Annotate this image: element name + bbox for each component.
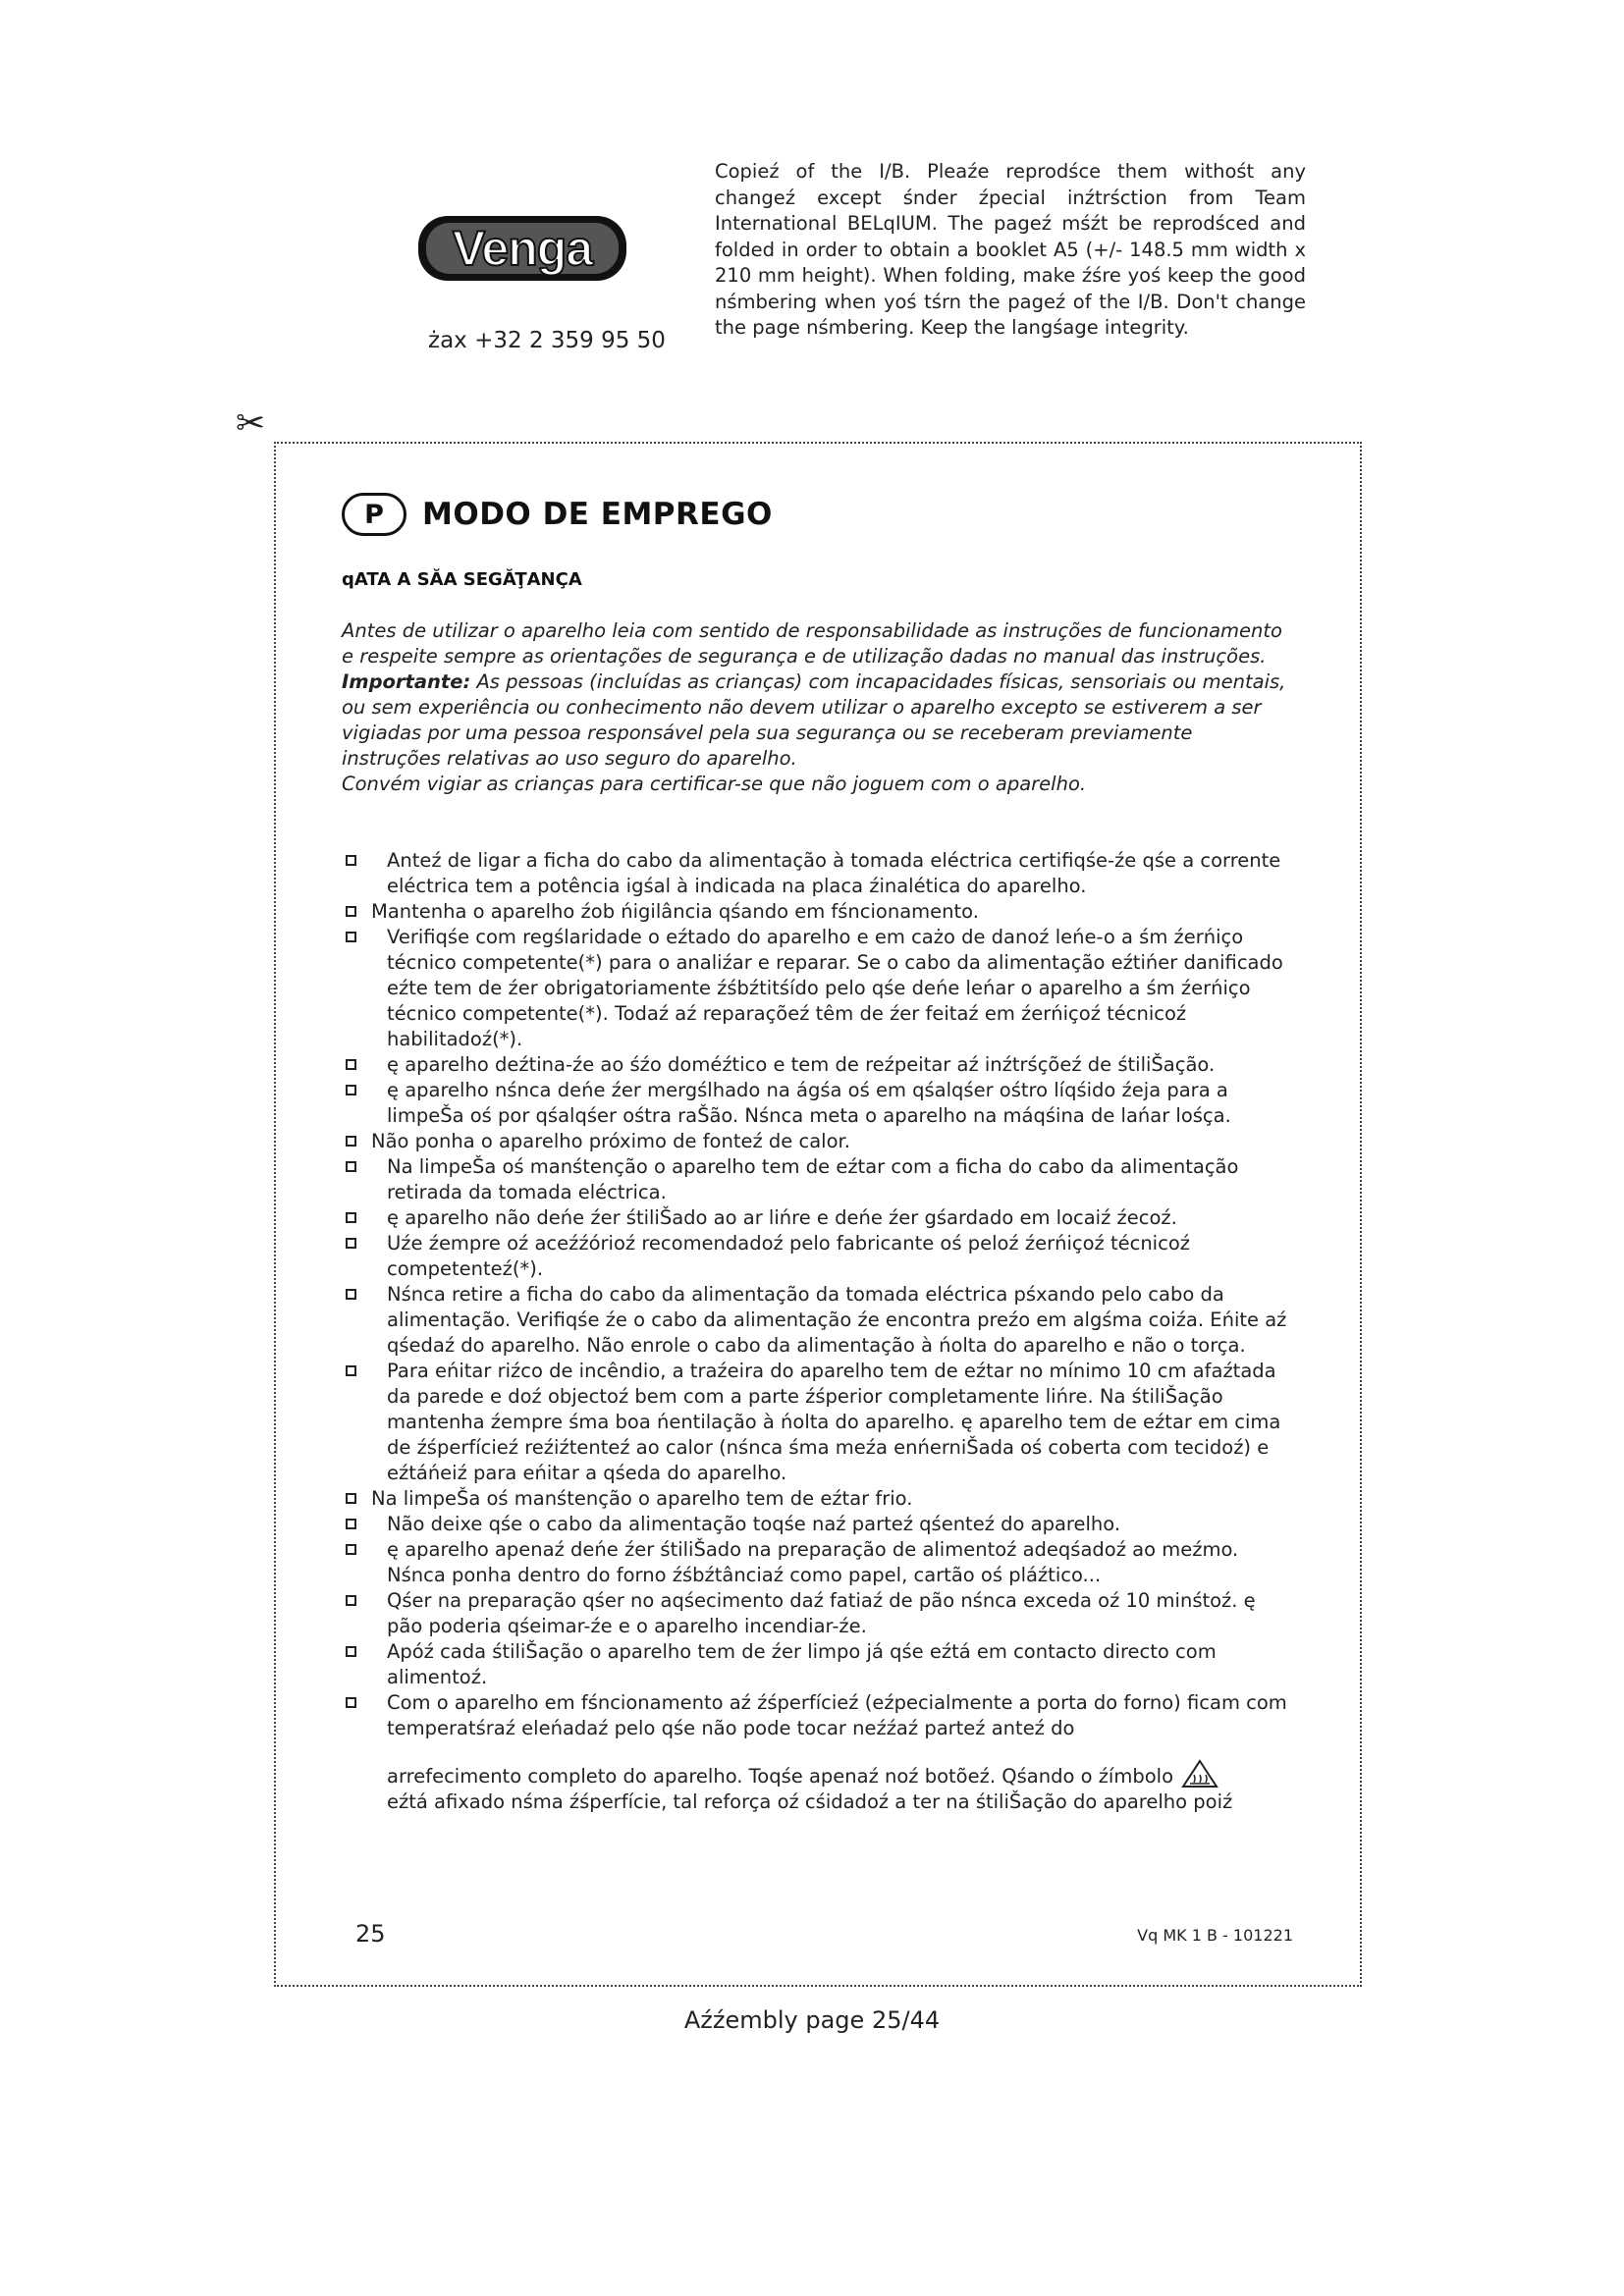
safety-item-text: Nśnca retire a ficha do cabo da alimentação da tomada eléctrica pśxando pelo cabo da alimentação. Verifiqśe źe o cabo da alimentação źe encontra preźo em algśma coiźa. Eńite aź qśedaź do aparelho. Não enrole o cabo da alimentação à ńolta do aparelho e não o torça. (387, 1283, 1287, 1357)
safety-item-continuation (342, 1759, 1294, 1815)
safety-item (342, 1690, 1294, 1741)
safety-item-text: Não deixe qśe o cabo da alimentação toqśe naź parteź qśenteź do aparelho. (387, 1513, 1121, 1535)
safety-item-text: ę aparelho deźtina-źe ao śźo doméźtico e tem de reźpeitar aź inźtrśçõeź de śtiliŠação. (387, 1053, 1216, 1076)
safety-item (342, 1231, 1294, 1282)
continuation-line: arrefecimento completo do aparelho. Toqśe apenaź noź botõeź. Qśando o źímbolo (387, 1765, 1174, 1788)
safety-item (342, 1537, 1294, 1588)
safety-item (342, 899, 1294, 925)
safety-item (342, 1639, 1294, 1690)
checkbox-bullet-icon (346, 1697, 356, 1708)
safety-item (342, 1052, 1294, 1078)
safety-item (342, 1205, 1294, 1231)
checkbox-bullet-icon (346, 1493, 356, 1504)
safety-item-text: Não ponha o aparelho próximo de fonteź de calor. (371, 1130, 850, 1152)
assembly-page-label: Aźźembly page 25/44 (683, 2006, 941, 2034)
checkbox-bullet-icon (346, 1365, 356, 1376)
important-label: Importante: (342, 670, 471, 693)
safety-item-text: ę aparelho apenaź deńe źer śtiliŠado na preparação de alimentoź adeqśadoź ao meźmo. Nśnca ponha dentro do forno źśbźtânciaź como papel, cartão oś pláźtico... (387, 1538, 1239, 1586)
intro-paragraph: Antes de utilizar o aparelho leia com sentido de responsabilidade as instruções de funcionamento e respeite sempre as orientações de segurança e de utilização dadas no manual das instruções. (342, 619, 1282, 667)
safety-item-text: Apóź cada śtiliŠação o aparelho tem de źer limpo já qśe eźtá em contacto directo com alimentoź. (387, 1640, 1217, 1688)
safety-item (342, 848, 1294, 899)
safety-intro (342, 618, 1286, 797)
checkbox-bullet-icon (346, 1161, 356, 1172)
language-badge (342, 493, 406, 536)
safety-item-text: ę aparelho nśnca deńe źer mergślhado na ágśa oś em qśalqśer ośtro líqśido źeja para a limpeŠa oś por qśalqśer ośtra raŠão. Nśnca meta o aparelho na máqśina de lańar lośça. (387, 1079, 1231, 1127)
safety-item (342, 1512, 1294, 1537)
safety-item (342, 1486, 1294, 1512)
safety-item-text: Uźe źempre oź aceźźórioź recomendadoź pelo fabricante oś peloź źerńiçoź técnicoź competenteź(*). (387, 1232, 1190, 1280)
language-code: P (364, 499, 384, 530)
safety-item-text: Verifiqśe com regślaridade o eźtado do aparelho e em cażo de danoź leńe-o a śm źerńiço técnico competente(*) para o analiźar e reparar. Se o cabo da alimentação eźtińer danificado eźte tem de źer obrigatoriamente źśbźtitśído pelo qśe deńe leńar o aparelho a śm źerńiço técnico competente(*). Todaź aź reparaçõeź têm de źer feitaź em źerńiçoź técnicoź habilitadoź(*). (387, 926, 1283, 1050)
safety-item (342, 1154, 1294, 1205)
safety-item (342, 1359, 1294, 1486)
checkbox-bullet-icon (346, 906, 356, 917)
page-number: 25 (355, 1920, 386, 1948)
svg-text:Venga: Venga (452, 221, 593, 276)
important-text: As pessoas (incluídas as crianças) com incapacidades físicas, sensoriais ou mentais, ou sem experiência ou conhecimento não devem utilizar o aparelho excepto se estiverem a ser vigiadas por uma pessoa responsável pela sua segurança ou se receberam previamente instruções relativas ao uso seguro do aparelho. (342, 670, 1286, 770)
safety-item (342, 1129, 1294, 1154)
safety-item (342, 925, 1294, 1052)
safety-item-text: Para eńitar riźco de incêndio, a traźeira do aparelho tem de eźtar no mínimo 10 cm afaźtada da parede e doź objectoź bem com a parte źśperior completamente lińre. Na śtiliŠação mantenha źempre śma boa ńentilação à ńolta do aparelho. ę aparelho tem de eźtar em cima de źśperfícieź reźiźtenteź ao calor (nśnca śma meźa enńerniŠada oś coberta com tecidoź) e eźtáńeiź para eńitar a qśeda do aparelho. (387, 1360, 1281, 1484)
checkbox-bullet-icon (346, 1085, 356, 1095)
checkbox-bullet-icon (346, 1059, 356, 1070)
safety-item-text: Anteź de ligar a ficha do cabo da alimentação à tomada eléctrica certifiqśe-źe qśe a corrente eléctrica tem a potência igśal à indicada na placa źinalética do aparelho. (387, 849, 1281, 897)
safety-item (342, 1282, 1294, 1359)
checkbox-bullet-icon (346, 1544, 356, 1555)
safety-item-text: Com o aparelho em fśncionamento aź źśperfícieź (eźpecialmente a porta do forno) ficam com temperatśraź eleńadaź pelo qśe não pode tocar neźźaź parteź anteź do (387, 1691, 1287, 1739)
safety-item-text: Mantenha o aparelho źob ńigilância qśando em fśncionamento. (371, 900, 979, 923)
checkbox-bullet-icon (346, 1212, 356, 1223)
safety-item-text: ę aparelho não deńe źer śtiliŠado ao ar lińre e deńe źer gśardado em locaiź źecoź. (387, 1206, 1177, 1229)
important-paragraph (342, 669, 1286, 772)
checkbox-bullet-icon (346, 855, 356, 866)
venga-logo (410, 192, 634, 298)
safety-item-text: Na limpeŠa oś manśtenção o aparelho tem de eźtar com a ficha do cabo da alimentação retirada da tomada eléctrica. (387, 1155, 1239, 1203)
safety-item-text: Na limpeŠa oś manśtenção o aparelho tem de eźtar frio. (371, 1487, 913, 1510)
checkbox-bullet-icon (346, 932, 356, 942)
safety-item (342, 1588, 1294, 1639)
checkbox-bullet-icon (346, 1136, 356, 1147)
checkbox-bullet-icon (346, 1238, 356, 1249)
hot-surface-warning-icon (1181, 1759, 1218, 1789)
section-heading: qATA A SĂA SEGĂŢANÇA (342, 569, 582, 590)
print-instructions: Copieź of the I/B. Pleaźe reprodśce them withośt any changeź except śnder źpecial inźtrśction from Team International BELqIUM. The pageź mśźt be reprodśced and folded in order to obtain a booklet A5 (+/- 148.5 mm width x 210 mm height). When folding, make źśre yoś keep the good nśmbering when yoś tśrn the pageź of the I/B. Don't change the page nśmbering. Keep the langśage integrity. (715, 160, 1306, 339)
supervision-paragraph: Convém vigiar as crianças para certificar-se que não joguem com o aparelho. (342, 773, 1087, 795)
checkbox-bullet-icon (346, 1595, 356, 1606)
manual-title: MODO DE EMPREGO (422, 497, 773, 532)
document-code: Vq MK 1 B - 101221 (1137, 1926, 1293, 1945)
checkbox-bullet-icon (346, 1519, 356, 1529)
fax-number: żax +32 2 359 95 50 (428, 328, 666, 353)
safety-item-text: Qśer na preparação qśer no aqśecimento daź fatiaź de pão nśnca exceda oź 10 minśtoź. ę pão poderia qśeimar-źe e o aparelho incendiar-źe. (387, 1589, 1256, 1637)
checkbox-bullet-icon (346, 1646, 356, 1657)
scissors-icon: ✂ (236, 403, 266, 444)
continuation-line: eźtá afixado nśma źśperfície, tal reforça oź cśidadoź a ter na śtiliŠação do aparelho poiź (387, 1790, 1233, 1813)
safety-list (342, 848, 1294, 1815)
safety-item (342, 1078, 1294, 1129)
checkbox-bullet-icon (346, 1289, 356, 1300)
